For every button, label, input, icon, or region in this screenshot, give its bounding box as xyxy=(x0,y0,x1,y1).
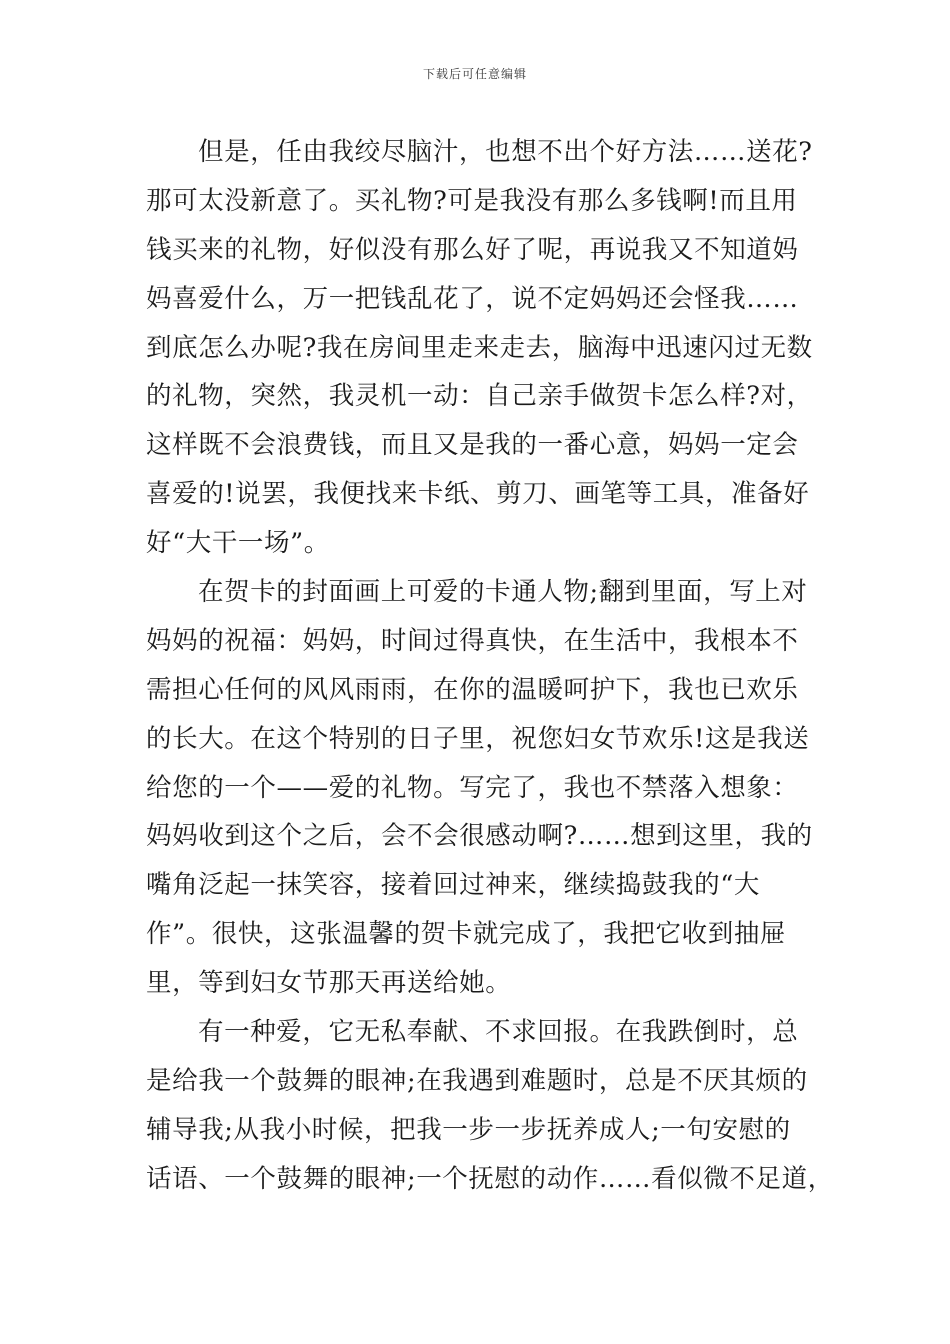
text-line: 妈妈收到这个之后，会不会很感动啊?……想到这里，我的 xyxy=(146,821,813,852)
text-line: 话语、一个鼓舞的眼神;一个抚慰的动作……看似微不足道， xyxy=(146,1163,834,1194)
text-line: 好“大干一场”。 xyxy=(146,528,330,559)
text-line: 嘴角泛起一抹笑容，接着回过神来，继续捣鼓我的“大 xyxy=(146,870,760,901)
paragraph xyxy=(146,1008,834,1204)
text-line: 这样既不会浪费钱，而且又是我的一番心意，妈妈一定会 xyxy=(146,430,799,461)
paragraph xyxy=(146,568,826,1008)
text-line: 需担心任何的风风雨雨，在你的温暖呵护下，我也已欢乐 xyxy=(146,674,799,705)
paragraph xyxy=(146,128,826,568)
text-line: 里，等到妇女节那天再送给她。 xyxy=(146,968,512,999)
text-line: 妈妈的祝福：妈妈，时间过得真快，在生活中，我根本不 xyxy=(146,625,799,656)
page-header: 下载后可任意编辑 xyxy=(422,67,527,81)
text-line: 妈喜爱什么，万一把钱乱花了，说不定妈妈还会怪我…… xyxy=(146,283,799,314)
text-line: 但是，任由我绞尽脑汁，也想不出个好方法……送花? xyxy=(198,137,813,167)
text-line: 的礼物，突然，我灵机一动：自己亲手做贺卡怎么样?对， xyxy=(146,381,813,412)
text-line: 在贺卡的封面画上可爱的卡通人物;翻到里面，写上对 xyxy=(198,577,808,608)
text-line: 有一种爱，它无私奉献、不求回报。在我跌倒时，总 xyxy=(198,1017,799,1048)
text-line: 那可太没新意了。买礼物?可是我没有那么多钱啊!而且用 xyxy=(146,185,798,216)
text-line: 钱买来的礼物，好似没有那么好了呢，再说我又不知道妈 xyxy=(146,234,799,265)
text-line: 的长大。在这个特别的日子里，祝您妇女节欢乐!这是我送 xyxy=(146,723,810,754)
text-line: 辅导我;从我小时候，把我一步一步抚养成人;一句安慰的 xyxy=(146,1114,791,1145)
text-line: 给您的一个——爱的礼物。写完了，我也不禁落入想象： xyxy=(146,772,799,803)
document-body xyxy=(146,128,834,1204)
text-line: 是给我一个鼓舞的眼神;在我遇到难题时，总是不厌其烦的 xyxy=(146,1065,808,1096)
text-line: 作”。很快，这张温馨的贺卡就完成了，我把它收到抽屉 xyxy=(146,919,787,950)
text-line: 到底怎么办呢?我在房间里走来走去，脑海中迅速闪过无数 xyxy=(146,332,813,363)
text-line: 喜爱的!说罢，我便找来卡纸、剪刀、画笔等工具，准备好 xyxy=(146,479,810,510)
